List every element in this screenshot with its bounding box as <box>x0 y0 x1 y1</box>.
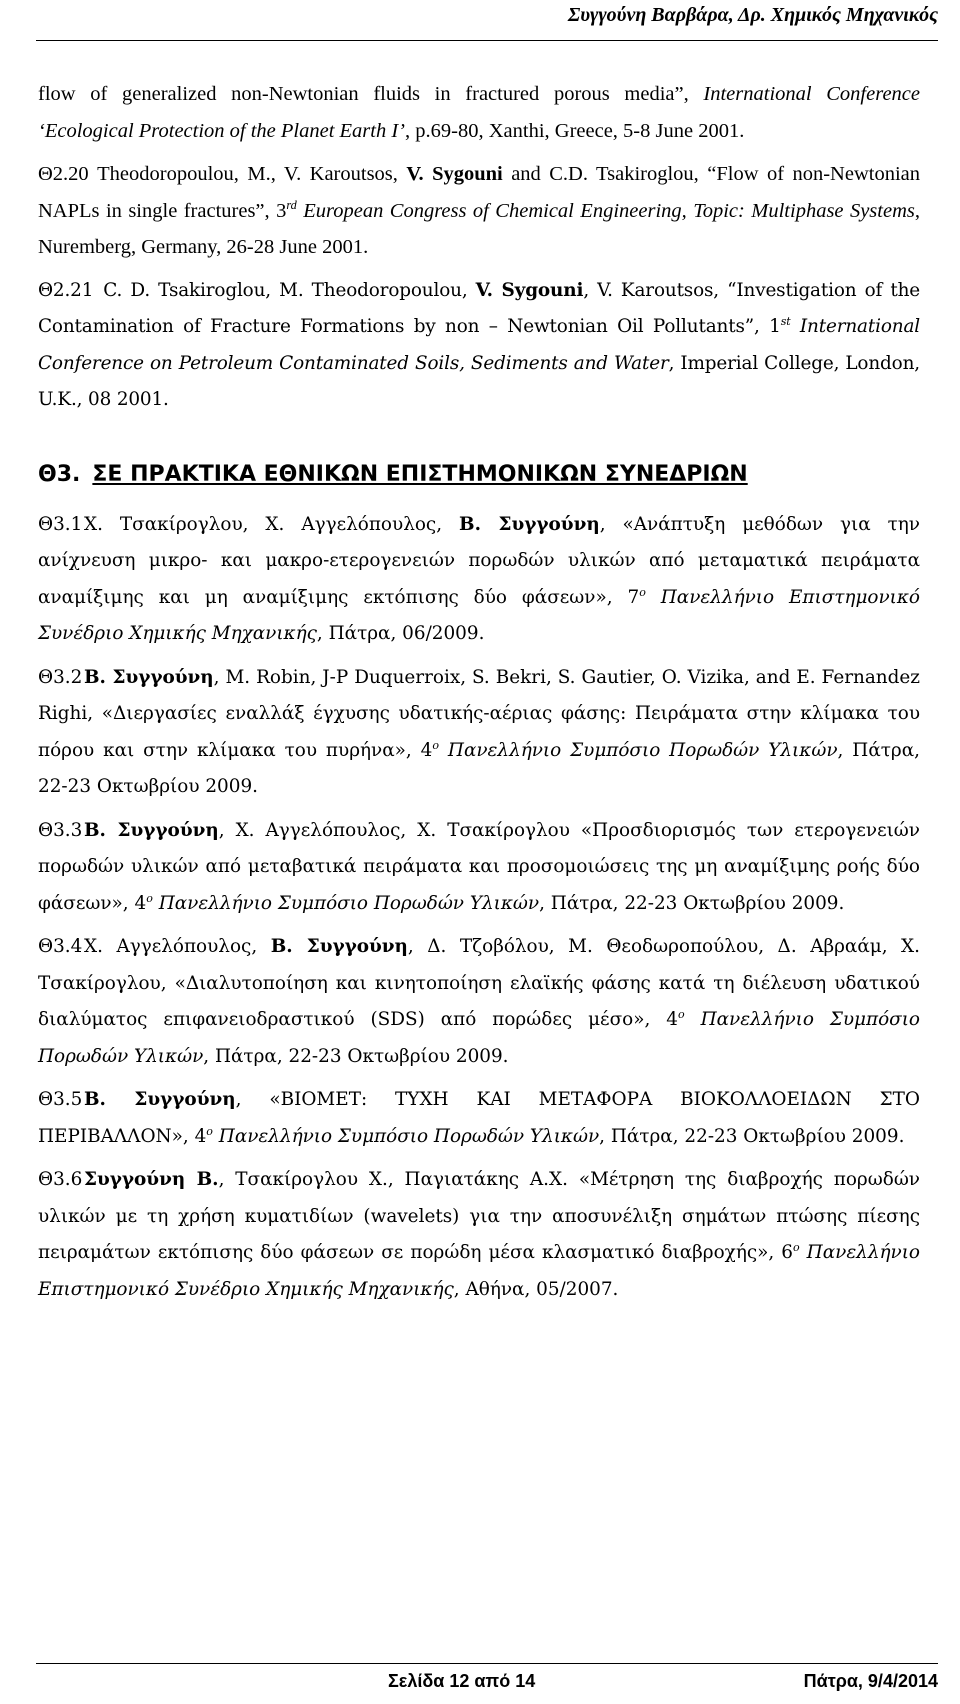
ref-text: , Imperial College, London, U.K., 08 2001. <box>38 352 920 410</box>
ref-label: Θ3.2 <box>38 666 83 688</box>
ref-label: Θ3.5 <box>38 1089 83 1110</box>
reference-list <box>38 507 920 1309</box>
ref-text: , Δ. Τζοβόλου, Μ. Θεοδωροπούλου, Δ. Αβραάμ, Χ. Τσακίρογλου, «Διαλυτοποίηση και κινητοποίηση ελαϊκής φάσης κατά τη διέλευση υδατικού διαλύματος επιφανειοδραστικού (SDS) από πορώδες μέσο», 4 <box>38 936 920 1030</box>
page-content <box>38 76 920 1315</box>
ref-label: Θ2.21 <box>38 279 94 301</box>
ref-authors: Theodoropoulou, M., V. Karoutsos, <box>88 163 407 185</box>
ref-author-highlight: Συγγούνη Β. <box>84 1169 219 1190</box>
ref-author-highlight: Β. Συγγούνη <box>84 819 219 841</box>
ref-author-highlight: Β. Συγγούνη <box>270 936 408 957</box>
footer-divider <box>36 1663 938 1664</box>
page-header: Συγγούνη Βαρβάρα, Δρ. Χημικός Μηχανικός <box>567 4 938 26</box>
ref-venue: Πανελλήνιο Συμπόσιο Πορωδών Υλικών <box>212 1125 600 1147</box>
ref-superscript: ο <box>432 738 439 752</box>
reference-entry <box>38 660 920 806</box>
ref-superscript: rd <box>286 197 297 212</box>
ref-text: and C.D. Tsakiroglou, “Flow of non-Newtonian NAPLs in single fractures”, 3 <box>38 163 921 222</box>
ref-text: , Nuremberg, Germany, 26-28 June 2001. <box>38 199 920 258</box>
section-heading <box>38 459 920 491</box>
ref-venue: Πανελλήνιο Συμπόσιο Πορωδών Υλικών <box>38 1009 920 1067</box>
reference-entry <box>38 273 920 419</box>
ref-text: , Πάτρα, 06/2009. <box>316 623 485 644</box>
ref-superscript: st <box>780 314 791 328</box>
reference-entry <box>38 1082 920 1155</box>
ref-authors: Χ. Αγγελόπουλος, <box>84 936 271 957</box>
ref-superscript: ο <box>792 1240 800 1254</box>
ref-text: , Πάτρα, 22-23 Οκτωβρίου 2009. <box>38 739 920 797</box>
reference-entry <box>38 1162 920 1308</box>
reference-entry <box>38 929 920 1075</box>
ref-venue: European Congress of Chemical Engineering, Topic: Multiphase Systems <box>296 199 915 222</box>
ref-author-highlight: Β. Συγγούνη <box>84 666 214 688</box>
ref-venue: International Conference ‘Ecological Protection of the Planet Earth I’ <box>38 83 920 142</box>
ref-text: , «ΒΙΟΜΕΤ: ΤΥΧΗ ΚΑΙ ΜΕΤΑΦΟΡΑ ΒΙΟΚΟΛΛΟΕΙΔΩΝ ΣΤΟ ΠΕΡΙΒΑΛΛΟΝ», 4 <box>38 1089 920 1147</box>
header-divider <box>36 40 938 41</box>
section-number: Θ3. <box>38 461 81 487</box>
ref-text: , V. Karoutsos, “Investigation of the Contamination of Fracture Formations by non – Newtonian Oil Pollutants”, 1 <box>38 279 920 337</box>
ref-text: , M. Robin, J-P Duquerroix, S. Bekri, S. Gautier, O. Vizika, and E. Fernandez Righi, «Διεργασίες εναλλάξ έγχυσης υδατικής-αέριας φάσης: Πειράματα στην κλίμακα του πόρου και στην κλίμακα του πυρήνα», 4 <box>38 666 920 761</box>
ref-label: Θ3.3 <box>38 819 83 841</box>
ref-superscript: ο <box>639 585 646 599</box>
ref-label: Θ3.4 <box>38 936 83 957</box>
ref-label: Θ3.6 <box>38 1169 83 1190</box>
ref-author-highlight: Β. Συγγούνη <box>84 1089 236 1110</box>
ref-authors: Χ. Τσακίρογλου, Χ. Αγγελόπουλος, <box>84 513 460 535</box>
ref-label: Θ2.20 <box>38 163 89 185</box>
reference-entry <box>38 156 920 266</box>
ref-text: , Τσακίρογλου Χ., Παγιατάκης Α.Χ. «Μέτρηση της διαβροχής πορωδών υλικών με τη χρήση κυματιδίων (wavelets) για την αποσυνέλιξη σημάτων πτώσης πίεσης πειραμάτων εκτόπισης δύο φάσεων σε πορώδη μέσα κλασματικό διαβροχής», 6 <box>38 1169 920 1263</box>
reference-entry <box>38 813 920 923</box>
ref-author-highlight: V. Sygouni <box>406 163 503 185</box>
ref-author-highlight: Β. Συγγούνη <box>459 513 600 535</box>
page-footer <box>36 1666 938 1698</box>
ref-text: , Πάτρα, 22-23 Οκτωβρίου 2009. <box>539 892 845 914</box>
reference-entry <box>38 507 920 653</box>
ref-text: flow of generalized non-Newtonian fluids in fractured porous media”, <box>38 83 704 105</box>
ref-superscript: ο <box>677 1007 685 1021</box>
ref-text: , «Ανάπτυξη μεθόδων για την ανίχνευση μικρο- και μακρο-ετερογενειών πορωδών υλικών από μεταματικά πειράματα αναμίξιμης και μη αναμίξιμης εκτόπισης δύο φάσεων», 7 <box>38 513 920 608</box>
ref-venue: Πανελλήνιο Επιστημονικό Συνέδριο Χημικής Μηχανικής <box>38 586 920 644</box>
ref-superscript: ο <box>206 1124 213 1138</box>
ref-text: , Πάτρα, 22-23 Οκτωβρίου 2009. <box>203 1045 509 1067</box>
ref-venue: Πανελλήνιο Επιστημονικό Συνέδριο Χημικής Μηχανικής <box>38 1242 920 1300</box>
ref-superscript: ο <box>146 891 153 905</box>
ref-text: , Χ. Αγγελόπουλος, Χ. Τσακίρογλου «Προσδιορισμός των ετερογενειών πορωδών υλικών από μεταβατικά πειράματα και προσομοιώσεις της μη αναμίξιμης ροής δύο φάσεων», 4 <box>38 819 920 914</box>
ref-author-highlight: V. Sygouni <box>475 279 584 301</box>
ref-venue: Πανελλήνιο Συμπόσιο Πορωδών Υλικών <box>152 892 540 914</box>
section-title: ΣΕ ΠΡΑΚΤΙΚΑ ΕΘΝΙΚΩΝ ΕΠΙΣΤΗΜΟΝΙΚΩΝ ΣΥΝΕΔΡΙΩΝ <box>92 461 748 487</box>
page-number: Σελίδα 12 από 14 <box>388 1671 536 1691</box>
ref-venue: International Conference on Petroleum Contaminated Soils, Sediments and Water <box>38 316 920 374</box>
ref-label: Θ3.1 <box>38 513 83 535</box>
ref-text: , Αθήνα, 05/2007. <box>453 1278 619 1300</box>
ref-text: , p.69-80, Xanthi, Greece, 5-8 June 2001. <box>405 119 745 142</box>
reference-continuation <box>38 76 920 149</box>
footer-date: Πάτρα, 9/4/2014 <box>803 1671 938 1691</box>
ref-venue: Πανελλήνιο Συμπόσιο Πορωδών Υλικών <box>439 739 838 761</box>
ref-authors: C. D. Tsakiroglou, M. Theodoropoulou, <box>103 279 476 301</box>
ref-text: , Πάτρα, 22-23 Οκτωβρίου 2009. <box>599 1125 905 1147</box>
